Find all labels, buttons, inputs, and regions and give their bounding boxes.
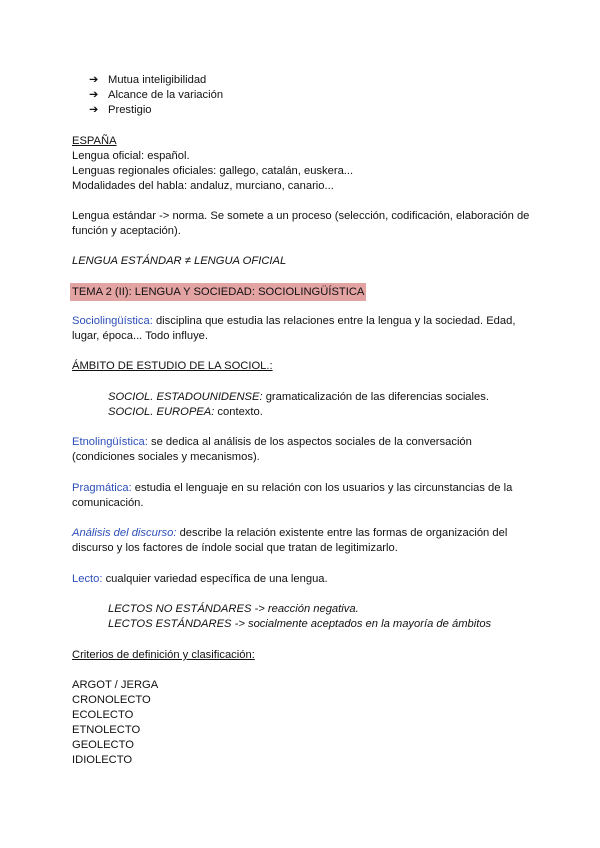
sociolinguistica-text: disciplina que estudia las relaciones entre la lengua y la sociedad. Edad, <box>152 315 516 327</box>
criterio-item: ETNOLECTO <box>72 724 141 736</box>
criterio-item: CRONOLECTO <box>72 694 151 706</box>
lectos-line: LECTOS NO ESTÁNDARES -> reacción negativa. <box>108 603 359 615</box>
right-arrow-icon: ➔ <box>89 74 99 86</box>
criterio-item: ARGOT / JERGA <box>72 679 159 691</box>
criterio-item: ECOLECTO <box>72 709 134 721</box>
pragmatica-line <box>72 480 512 496</box>
analisis-text: describe la relación existente entre las formas de organización del <box>176 527 508 539</box>
ambito-heading: ÁMBITO DE ESTUDIO DE LA SOCIOL.: <box>72 360 273 372</box>
etnolinguistica-term: Etnolingüística: <box>72 436 148 448</box>
espana-line: Modalidades del habla: andaluz, murciano, canario... <box>72 180 334 192</box>
analisis-line: discurso y los factores de índole social que tratan de legitimizarlo. <box>72 542 398 554</box>
ambito-item <box>108 404 263 420</box>
criterios-heading: Criterios de definición y clasificación: <box>72 649 255 661</box>
bullet-item: Alcance de la variación <box>108 89 224 101</box>
etnolinguistica-text: se dedica al análisis de los aspectos sociales de la conversación <box>147 436 472 448</box>
estandar-line: función y aceptación). <box>72 225 181 237</box>
pragmatica-line: comunicación. <box>72 497 144 509</box>
lecto-line <box>72 571 328 587</box>
estandar-line: Lengua estándar -> norma. Se somete a un proceso (selección, codificación, elaboración de <box>72 210 530 222</box>
analisis-term: Análisis del discurso: <box>72 527 177 539</box>
sociolinguistica-term: Sociolingüística: <box>72 315 153 327</box>
right-arrow-icon: ➔ <box>89 104 99 116</box>
bullet-item: Mutua inteligibilidad <box>108 74 207 86</box>
pragmatica-term: Pragmática: <box>72 482 132 494</box>
ambito-text: contexto. <box>214 406 263 418</box>
estandar-note: LENGUA ESTÁNDAR ≠ LENGUA OFICIAL <box>72 255 287 267</box>
lectos-line: LECTOS ESTÁNDARES -> socialmente aceptados en la mayoría de ámbitos <box>108 618 492 630</box>
sociolinguistica-line <box>72 313 515 329</box>
ambito-item <box>108 389 489 405</box>
pragmatica-text: estudia el lenguaje en su relación con los usuarios y las circunstancias de la <box>131 482 513 494</box>
criterio-item: IDIOLECTO <box>72 754 133 766</box>
etnolinguistica-line: (condiciones sociales y mecanismos). <box>72 451 260 463</box>
ambito-text: gramaticalización de las diferencias sociales. <box>262 391 489 403</box>
bullet-item: Prestigio <box>108 104 152 116</box>
sociolinguistica-line: lugar, época... Todo influye. <box>72 330 209 342</box>
lecto-term: Lecto: <box>72 573 103 585</box>
espana-heading: ESPAÑA <box>72 135 117 147</box>
analisis-line <box>72 525 507 541</box>
espana-line: Lengua oficial: español. <box>72 150 190 162</box>
lecto-text: cualquier variedad específica de una lengua. <box>102 573 328 585</box>
etnolinguistica-line <box>72 434 472 450</box>
espana-line: Lenguas regionales oficiales: gallego, catalán, euskera... <box>72 165 354 177</box>
ambito-term: SOCIOL. ESTADOUNIDENSE: <box>108 391 263 403</box>
tema-title: TEMA 2 (II): LENGUA Y SOCIEDAD: SOCIOLINGÜÍSTICA <box>70 283 366 301</box>
criterio-item: GEOLECTO <box>72 739 134 751</box>
right-arrow-icon: ➔ <box>89 89 99 101</box>
ambito-term: SOCIOL. EUROPEA: <box>108 406 215 418</box>
